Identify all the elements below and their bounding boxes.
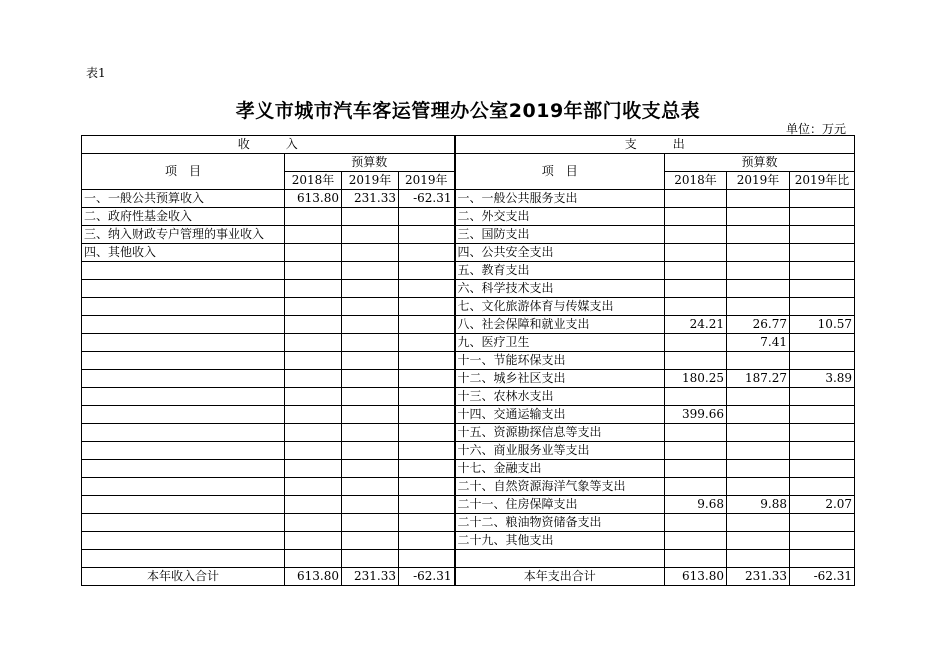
income-item-header: 项 目	[82, 154, 285, 190]
expense-diff-value	[790, 460, 855, 478]
income-2019-value	[342, 514, 399, 532]
income-2018-value: 613.80	[285, 190, 342, 208]
income-item	[82, 352, 285, 370]
income-item	[82, 262, 285, 280]
income-2018-value	[285, 334, 342, 352]
income-item	[82, 442, 285, 460]
income-item	[82, 424, 285, 442]
expense-item: 二、外交支出	[455, 208, 665, 226]
expense-2018-header: 2018年	[665, 172, 727, 190]
expense-item: 十二、城乡社区支出	[455, 370, 665, 388]
expense-item: 二十九、其他支出	[455, 532, 665, 550]
income-2018-value	[285, 442, 342, 460]
expense-2018-value	[665, 190, 727, 208]
income-2018-value	[285, 460, 342, 478]
income-2018-value	[285, 316, 342, 334]
expense-2018-value	[665, 298, 727, 316]
expense-diff-value	[790, 334, 855, 352]
expense-budget-header: 预算数	[665, 154, 855, 172]
expense-item: 六、科学技术支出	[455, 280, 665, 298]
income-2019-value	[342, 226, 399, 244]
income-diff-value	[399, 370, 455, 388]
table-row	[82, 514, 855, 532]
expense-diff-value	[790, 244, 855, 262]
table-row	[82, 496, 855, 514]
expense-diff-value	[790, 550, 855, 568]
income-diff-value	[399, 208, 455, 226]
income-diff-value	[399, 532, 455, 550]
income-item: 四、其他收入	[82, 244, 285, 262]
income-2018-value	[285, 208, 342, 226]
expense-diff-value: 2.07	[790, 496, 855, 514]
expense-2018-value	[665, 226, 727, 244]
expense-total-2019: 231.33	[727, 568, 790, 586]
expense-2018-value	[665, 262, 727, 280]
table-row	[82, 316, 855, 334]
table-row	[82, 424, 855, 442]
expense-2019-value: 7.41	[727, 334, 790, 352]
table-row	[82, 280, 855, 298]
income-2019-value	[342, 496, 399, 514]
expense-2019-value	[727, 406, 790, 424]
income-2019-value	[342, 388, 399, 406]
expense-2018-value	[665, 442, 727, 460]
expense-2019-value: 9.88	[727, 496, 790, 514]
income-diff-value	[399, 460, 455, 478]
income-2018-value	[285, 388, 342, 406]
expense-2018-value	[665, 424, 727, 442]
expense-item: 十七、金融支出	[455, 460, 665, 478]
expense-2018-value	[665, 280, 727, 298]
expense-2019-value	[727, 244, 790, 262]
expense-2018-value	[665, 334, 727, 352]
expense-item: 二十二、粮油物资储备支出	[455, 514, 665, 532]
income-diff-value	[399, 280, 455, 298]
income-2018-value	[285, 370, 342, 388]
expense-2019-value	[727, 550, 790, 568]
income-diff-value	[399, 478, 455, 496]
income-item: 一、一般公共预算收入	[82, 190, 285, 208]
income-2018-value	[285, 262, 342, 280]
income-2019-value	[342, 442, 399, 460]
expense-item: 十三、农林水支出	[455, 388, 665, 406]
table-row	[82, 532, 855, 550]
income-diff-value	[399, 244, 455, 262]
expense-2018-value	[665, 460, 727, 478]
income-2019-value	[342, 406, 399, 424]
expense-2018-value: 9.68	[665, 496, 727, 514]
expense-2018-value: 180.25	[665, 370, 727, 388]
income-2018-value	[285, 532, 342, 550]
expense-2018-value	[665, 532, 727, 550]
expense-2019-header: 2019年	[727, 172, 790, 190]
income-budget-header: 预算数	[285, 154, 455, 172]
expense-2019-value	[727, 226, 790, 244]
income-2019b-header: 2019年	[399, 172, 455, 190]
expense-2018-value	[665, 478, 727, 496]
expense-2019-value	[727, 442, 790, 460]
table-row	[82, 190, 855, 208]
expense-2018-value	[665, 388, 727, 406]
expense-2019-value	[727, 532, 790, 550]
expense-2019-value	[727, 190, 790, 208]
income-2018-value	[285, 226, 342, 244]
income-2018-value	[285, 406, 342, 424]
income-item	[82, 388, 285, 406]
table-row	[82, 460, 855, 478]
income-item	[82, 298, 285, 316]
income-2019-value	[342, 532, 399, 550]
income-total-2018: 613.80	[285, 568, 342, 586]
income-2019-value	[342, 352, 399, 370]
income-item	[82, 478, 285, 496]
expense-item: 一、一般公共服务支出	[455, 190, 665, 208]
income-total-label: 本年收入合计	[82, 568, 285, 586]
income-item: 三、纳入财政专户管理的事业收入	[82, 226, 285, 244]
income-diff-value	[399, 262, 455, 280]
expense-item: 三、国防支出	[455, 226, 665, 244]
income-item	[82, 514, 285, 532]
income-item	[82, 550, 285, 568]
expense-2019-value	[727, 460, 790, 478]
expense-item: 十五、资源勘探信息等支出	[455, 424, 665, 442]
expense-diff-value	[790, 478, 855, 496]
expense-2019-value	[727, 280, 790, 298]
table-row	[82, 226, 855, 244]
income-2018-value	[285, 550, 342, 568]
income-2019-value	[342, 262, 399, 280]
income-2018-value	[285, 514, 342, 532]
income-diff-value	[399, 550, 455, 568]
expense-header: 支 出	[455, 136, 855, 154]
table-row	[82, 388, 855, 406]
expense-item: 七、文化旅游体育与传媒支出	[455, 298, 665, 316]
income-2018-header: 2018年	[285, 172, 342, 190]
expense-diff-value	[790, 532, 855, 550]
expense-2018-value: 24.21	[665, 316, 727, 334]
income-2018-value	[285, 424, 342, 442]
table-row	[82, 352, 855, 370]
expense-diff-value	[790, 280, 855, 298]
income-2018-value	[285, 478, 342, 496]
expense-item: 十四、交通运输支出	[455, 406, 665, 424]
income-2018-value	[285, 352, 342, 370]
income-2019-value: 231.33	[342, 190, 399, 208]
expense-2019ratio-header: 2019年比	[790, 172, 855, 190]
expense-diff-value	[790, 262, 855, 280]
expense-diff-value	[790, 298, 855, 316]
table-row	[82, 298, 855, 316]
income-total-diff: -62.31	[399, 568, 455, 586]
income-item	[82, 496, 285, 514]
expense-diff-value	[790, 190, 855, 208]
expense-diff-value: 3.89	[790, 370, 855, 388]
income-item	[82, 316, 285, 334]
income-item	[82, 370, 285, 388]
table-label: 表1	[86, 66, 106, 80]
table-row	[82, 334, 855, 352]
expense-item: 八、社会保障和就业支出	[455, 316, 665, 334]
expense-2018-value	[665, 244, 727, 262]
income-total-2019: 231.33	[342, 568, 399, 586]
income-2019-value	[342, 478, 399, 496]
expense-diff-value	[790, 208, 855, 226]
budget-summary-table	[81, 135, 855, 586]
income-2018-value	[285, 280, 342, 298]
expense-2018-value	[665, 550, 727, 568]
income-item	[82, 532, 285, 550]
income-item	[82, 406, 285, 424]
income-diff-value	[399, 298, 455, 316]
expense-item	[455, 550, 665, 568]
expense-diff-value: 10.57	[790, 316, 855, 334]
income-diff-value	[399, 514, 455, 532]
expense-item-header: 项 目	[455, 154, 665, 190]
income-diff-value	[399, 316, 455, 334]
expense-item: 四、公共安全支出	[455, 244, 665, 262]
income-diff-value	[399, 352, 455, 370]
income-diff-value	[399, 406, 455, 424]
income-diff-value	[399, 334, 455, 352]
income-2019-value	[342, 298, 399, 316]
expense-2019-value	[727, 388, 790, 406]
income-item: 二、政府性基金收入	[82, 208, 285, 226]
income-2019-value	[342, 370, 399, 388]
page-title: 孝义市城市汽车客运管理办公室2019年部门收支总表	[235, 100, 701, 122]
expense-diff-value	[790, 388, 855, 406]
income-diff-value	[399, 424, 455, 442]
income-2019-value	[342, 244, 399, 262]
table-row	[82, 208, 855, 226]
expense-2019-value: 187.27	[727, 370, 790, 388]
income-2019-value	[342, 460, 399, 478]
expense-diff-value	[790, 406, 855, 424]
totals-row	[82, 568, 855, 586]
expense-item: 十一、节能环保支出	[455, 352, 665, 370]
expense-diff-value	[790, 226, 855, 244]
income-item	[82, 334, 285, 352]
expense-2018-value	[665, 514, 727, 532]
expense-diff-value	[790, 514, 855, 532]
expense-2019-value	[727, 298, 790, 316]
table-row	[82, 244, 855, 262]
expense-2018-value	[665, 352, 727, 370]
expense-2019-value: 26.77	[727, 316, 790, 334]
income-2018-value	[285, 244, 342, 262]
income-2018-value	[285, 298, 342, 316]
income-diff-value: -62.31	[399, 190, 455, 208]
income-2019-value	[342, 550, 399, 568]
income-diff-value	[399, 496, 455, 514]
expense-2019-value	[727, 424, 790, 442]
income-2019-value	[342, 280, 399, 298]
income-diff-value	[399, 388, 455, 406]
expense-item: 五、教育支出	[455, 262, 665, 280]
expense-2018-value: 399.66	[665, 406, 727, 424]
income-diff-value	[399, 226, 455, 244]
income-2019-value	[342, 424, 399, 442]
table-row	[82, 478, 855, 496]
income-2019-value	[342, 208, 399, 226]
expense-diff-value	[790, 442, 855, 460]
expense-total-label: 本年支出合计	[455, 568, 665, 586]
expense-total-diff: -62.31	[790, 568, 855, 586]
income-2018-value	[285, 496, 342, 514]
expense-total-2018: 613.80	[665, 568, 727, 586]
table-row	[82, 550, 855, 568]
expense-2018-value	[665, 208, 727, 226]
expense-2019-value	[727, 352, 790, 370]
expense-item: 二十、自然资源海洋气象等支出	[455, 478, 665, 496]
expense-diff-value	[790, 352, 855, 370]
income-2019-header: 2019年	[342, 172, 399, 190]
income-2019-value	[342, 334, 399, 352]
table-row	[82, 442, 855, 460]
expense-2019-value	[727, 514, 790, 532]
expense-diff-value	[790, 424, 855, 442]
table-row	[82, 406, 855, 424]
expense-item: 十六、商业服务业等支出	[455, 442, 665, 460]
table-row	[82, 370, 855, 388]
unit-label: 单位：万元	[786, 122, 847, 136]
expense-2019-value	[727, 262, 790, 280]
expense-2019-value	[727, 478, 790, 496]
income-diff-value	[399, 442, 455, 460]
expense-2019-value	[727, 208, 790, 226]
expense-item: 九、医疗卫生	[455, 334, 665, 352]
table-row	[82, 262, 855, 280]
income-header: 收 入	[82, 136, 455, 154]
income-item	[82, 280, 285, 298]
expense-item: 二十一、住房保障支出	[455, 496, 665, 514]
income-2019-value	[342, 316, 399, 334]
income-item	[82, 460, 285, 478]
